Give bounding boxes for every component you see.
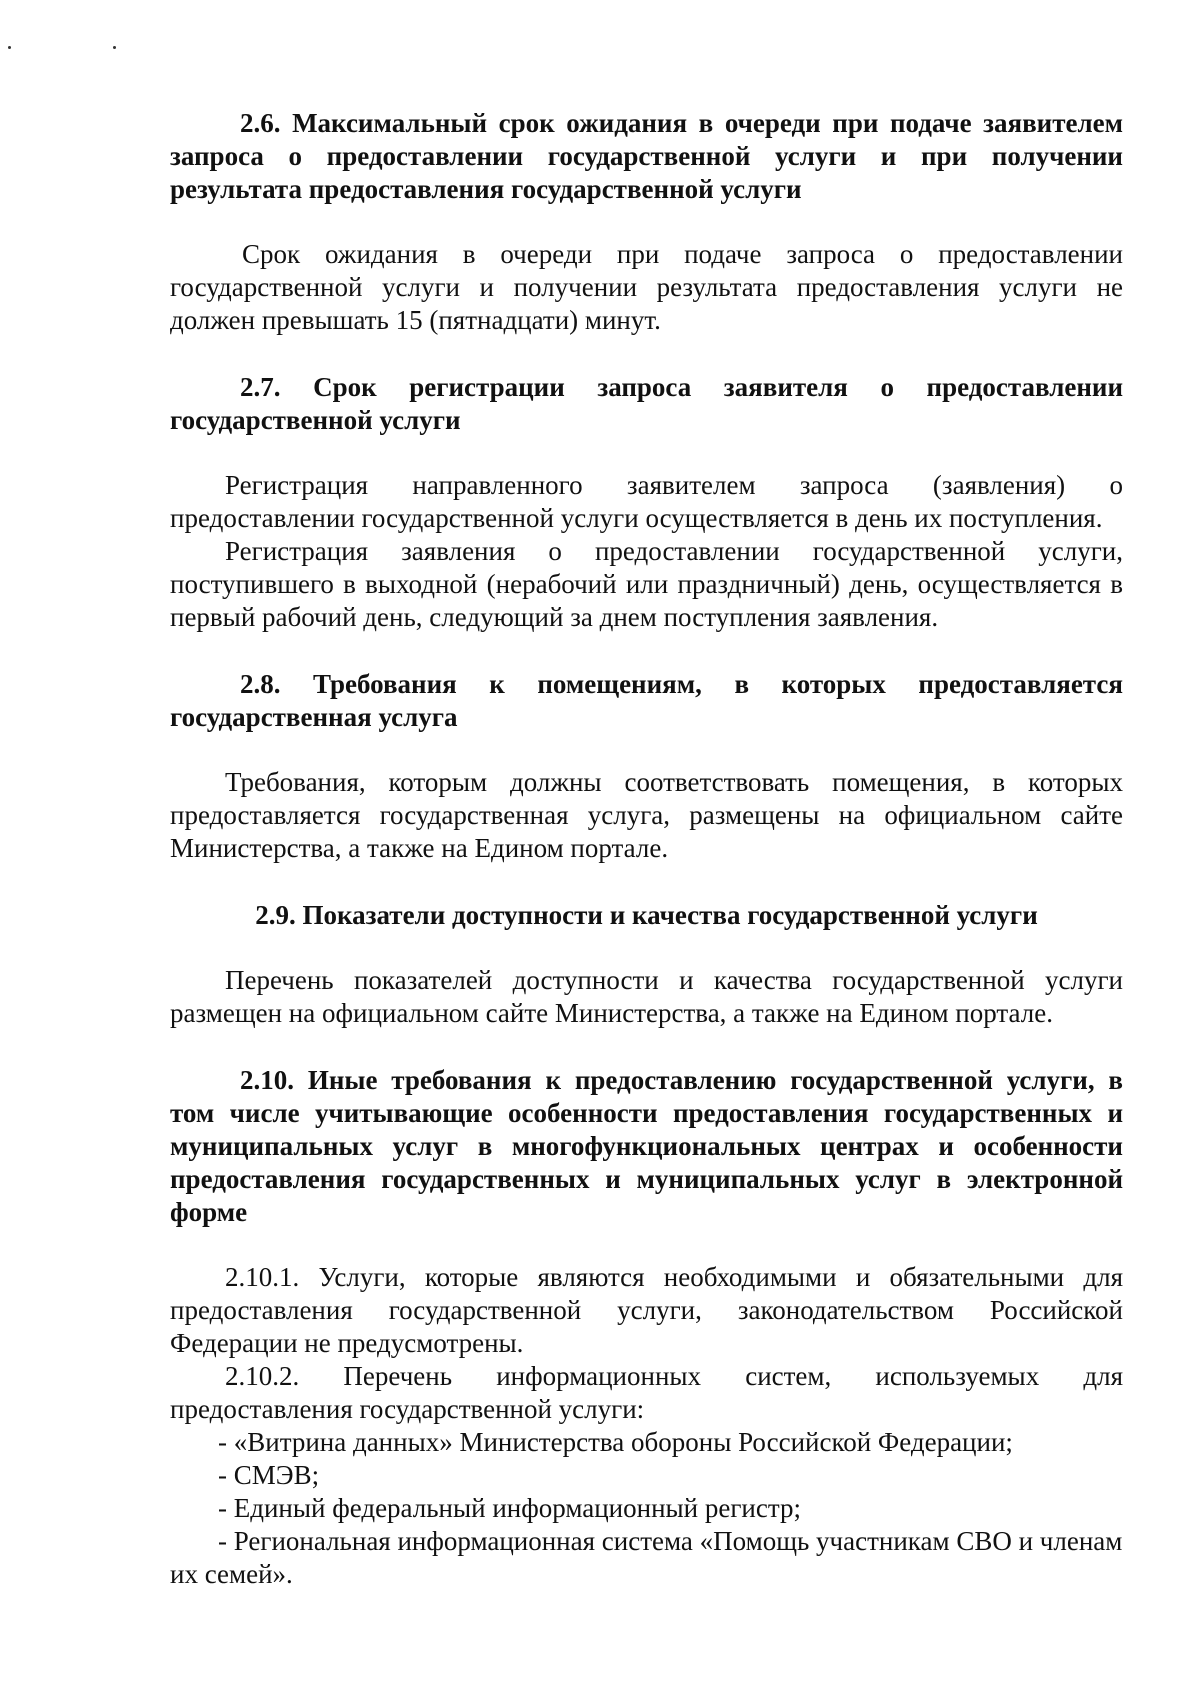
list-item-vitrina: - «Витрина данных» Министерства обороны Российской Федерации; [218, 1427, 1013, 1457]
document-page [170, 107, 1123, 1591]
section-2-8-paragraph: Требования, которым должны соответствовать помещения, в которых предоставляется государственная услуга, размещены на официальном сайте Министерства, а также на Едином портале. [170, 767, 1123, 863]
section-2-9-heading: 2.9. Показатели доступности и качества государственной услуги [255, 900, 1038, 930]
section-2-10-1-paragraph: 2.10.1. Услуги, которые являются необходимыми и обязательными для предоставления государственной услуги, законодательством Российской Федерации не предусмотрены. [170, 1262, 1123, 1358]
section-2-7-paragraph-2: Регистрация заявления о предоставлении государственной услуги, поступившего в выходной (нерабочий или праздничный) день, осуществляется в первый рабочий день, следующий за днем поступления заявления. [170, 536, 1123, 632]
list-item-registry: - Единый федеральный информационный регистр; [218, 1493, 801, 1523]
scan-artifact-dots [8, 46, 118, 52]
list-item-regional-system: - Региональная информационная система «Помощь участникам СВО и членам их семей». [170, 1526, 1123, 1589]
section-2-7-heading: 2.7. Срок регистрации запроса заявителя о предоставлении государственной услуги [170, 372, 1123, 435]
section-2-9-paragraph: Перечень показателей доступности и качества государственной услуги размещен на официальном сайте Министерства, а также на Едином портале. [170, 965, 1123, 1028]
section-2-6-paragraph: Срок ожидания в очереди при подаче запроса о предоставлении государственной услуги и получении результата предоставления услуги не должен превышать 15 (пятнадцати) минут. [170, 239, 1123, 335]
section-2-8-heading: 2.8. Требования к помещениям, в которых предоставляется государственная услуга [170, 669, 1123, 732]
section-2-6-heading: 2.6. Максимальный срок ожидания в очереди при подаче заявителем запроса о предоставлении государственной услуги и при получении результата предоставления государственной услуги [170, 108, 1123, 204]
section-2-7-paragraph-1: Регистрация направленного заявителем запроса (заявления) о предоставлении государственной услуги осуществляется в день их поступления. [170, 470, 1123, 533]
section-2-10-heading: 2.10. Иные требования к предоставлению государственной услуги, в том числе учитывающие особенности предоставления государственных и муниципальных услуг в многофункциональных центрах и особенности предоставления государственных и муниципальных услуг в электронной форме [170, 1065, 1123, 1227]
section-2-10-2-paragraph: 2.10.2. Перечень информационных систем, используемых для предоставления государственной услуги: [170, 1361, 1123, 1424]
list-item-smev: - СМЭВ; [218, 1460, 320, 1490]
